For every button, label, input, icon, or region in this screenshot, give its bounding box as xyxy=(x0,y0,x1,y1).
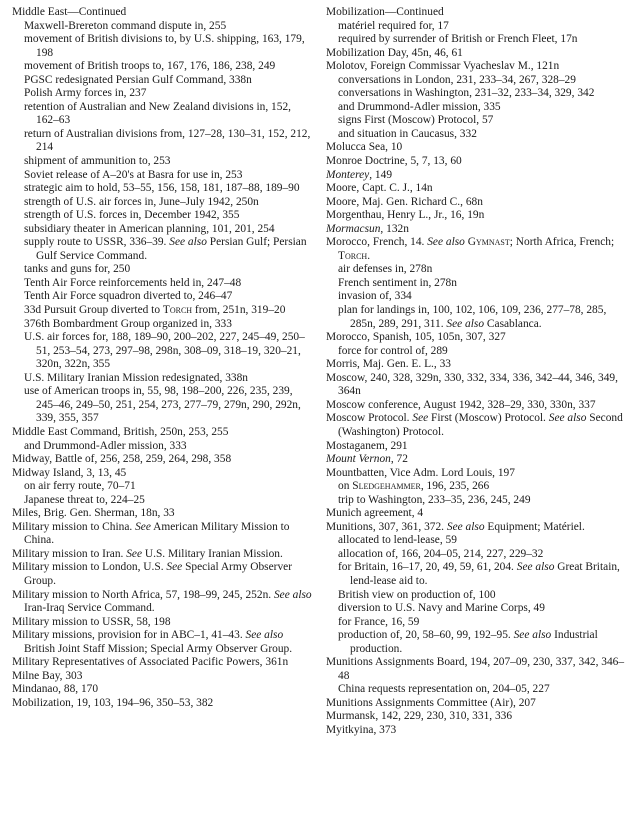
entry-text: Iran-Iraq Service Command. xyxy=(24,602,155,615)
entry-text: conversations in Washington, 231–32, 233–34, 329, 342 xyxy=(338,87,595,100)
index-subentry xyxy=(326,74,632,88)
index-subentry xyxy=(12,440,312,454)
entry-text: See xyxy=(412,412,429,425)
entry-text: China requests representation on, 204–05, 227 xyxy=(338,683,550,696)
index-entry xyxy=(326,169,632,183)
entry-text: See also xyxy=(513,629,552,642)
entry-text: Molotov, Foreign Commissar Vyacheslav M., 121n xyxy=(326,60,560,73)
index-subentry xyxy=(12,74,312,88)
index-subentry xyxy=(12,196,312,210)
entry-text: ; North Africa, French; xyxy=(509,236,615,249)
index-entry xyxy=(326,399,632,413)
entry-text: Middle East Command, British, 250n, 253, 255 xyxy=(12,425,229,438)
entry-text: U.S. air forces for, 188, 189–90, 200–202, 227, 245–49, 250–51, 253–54, 273, 297–98, 298n, 308–09, 318–19, 320–21, 320n, 322n, 355 xyxy=(24,331,305,371)
index-entry xyxy=(326,412,632,439)
entry-text: Soviet release of A–20's at Basra for use in, 253 xyxy=(24,168,243,181)
index-entry xyxy=(326,453,632,467)
index-subentry xyxy=(326,683,632,697)
entry-text: See also xyxy=(548,412,587,425)
entry-text: Tenth Air Force squadron diverted to, 246–47 xyxy=(24,290,233,303)
entry-text: Military missions, provision for in ABC–1, 41–43. xyxy=(12,629,246,642)
entry-text: Mostaganem, 291 xyxy=(326,439,408,452)
entry-text: PGSC redesignated Persian Gulf Command, 338n xyxy=(24,73,252,86)
entry-text: strength of U.S. forces in, December 1942, 355 xyxy=(24,209,240,222)
entry-text: for France, 16, 59 xyxy=(338,615,420,628)
index-subentry xyxy=(12,236,312,263)
entry-text: subsidiary theater in American planning, 101, 201, 254 xyxy=(24,222,275,235)
entry-text: Moscow Protocol. xyxy=(326,412,413,425)
entry-text: Murmansk, 142, 229, 230, 310, 331, 336 xyxy=(326,710,513,723)
entry-text: conversations in London, 231, 233–34, 267, 328–29 xyxy=(338,73,576,86)
index-entry xyxy=(12,453,312,467)
entry-text: U.S. Military Iranian Mission. xyxy=(142,547,283,560)
index-entry xyxy=(326,724,632,738)
entry-text: Second (Washington) Protocol. xyxy=(338,412,623,438)
index-subentry xyxy=(12,223,312,237)
entry-text: Moscow conference, August 1942, 328–29, 330, 330n, 337 xyxy=(326,398,596,411)
entry-text: British view on production of, 100 xyxy=(338,588,496,601)
entry-text: allocation of, 166, 204–05, 214, 227, 229–32 xyxy=(338,547,544,560)
index-entry xyxy=(12,683,312,697)
index-subentry xyxy=(326,87,632,101)
index-subentry xyxy=(12,263,312,277)
entry-text: See xyxy=(166,561,183,574)
index-subentry xyxy=(326,494,632,508)
index-subentry xyxy=(326,480,632,494)
entry-text: plan for landings in, 100, 102, 106, 109, 236, 277–78, 285, 285n, 289, 291, 311. xyxy=(338,304,607,330)
index-entry xyxy=(326,372,632,399)
index-subentry xyxy=(12,331,312,372)
entry-text: Mobilization—Continued xyxy=(326,6,444,18)
index-subentry xyxy=(12,33,312,60)
entry-text: signs First (Moscow) Protocol, 57 xyxy=(338,114,494,127)
index-entry xyxy=(326,467,632,481)
index-entry xyxy=(12,629,312,656)
entry-text: Casablanca. xyxy=(484,317,542,330)
entry-text: Polish Army forces in, 237 xyxy=(24,87,147,100)
entry-text: force for control of, 289 xyxy=(338,344,448,357)
entry-text: , 196, 235, 266 xyxy=(420,480,490,493)
index-entry xyxy=(12,6,312,20)
index-subentry xyxy=(326,114,632,128)
index-column-right xyxy=(326,6,632,826)
entry-text: use of American troops in, 55, 98, 198–200, 226, 235, 239, 245–46, 249–50, 251, 254, 273, 277–79, 279n, 290, 292n, 339, 355, 357 xyxy=(24,385,301,425)
entry-text: Sledgehammer xyxy=(352,480,421,493)
entry-text: See also xyxy=(516,561,555,574)
index-subentry xyxy=(12,372,312,386)
index-entry xyxy=(326,60,632,74)
index-subentry xyxy=(12,60,312,74)
index-subentry xyxy=(12,290,312,304)
index-entry xyxy=(326,697,632,711)
entry-text: , 72 xyxy=(390,453,408,466)
entry-text: Torch xyxy=(162,304,193,317)
index-entry xyxy=(326,236,632,263)
entry-text: Monroe Doctrine, 5, 7, 13, 60 xyxy=(326,155,462,168)
index-entry xyxy=(326,47,632,61)
index-subentry xyxy=(12,385,312,426)
entry-text: Molucca Sea, 10 xyxy=(326,141,403,154)
entry-text: Morocco, French, 14. xyxy=(326,236,428,249)
index-subentry xyxy=(326,616,632,630)
index-entry xyxy=(326,507,632,521)
index-entry xyxy=(12,521,312,548)
entry-text: and Drummond-Adler mission, 335 xyxy=(338,100,501,113)
entry-text: Morgenthau, Henry L., Jr., 16, 19n xyxy=(326,209,485,222)
entry-text: diversion to U.S. Navy and Marine Corps, 49 xyxy=(338,602,545,615)
entry-text: for Britain, 16–17, 20, 49, 59, 61, 204. xyxy=(338,561,517,574)
entry-text: Moore, Capt. C. J., 14n xyxy=(326,182,433,195)
entry-text: required by surrender of British or French Fleet, 17n xyxy=(338,33,578,46)
entry-text: strategic aim to hold, 53–55, 156, 158, 181, 187–88, 189–90 xyxy=(24,182,300,195)
index-entry xyxy=(12,589,312,616)
index-subentry xyxy=(12,277,312,291)
entry-text: , 149 xyxy=(369,168,393,181)
index-subentry xyxy=(326,534,632,548)
entry-text: French sentiment in, 278n xyxy=(338,276,457,289)
entry-text: Mobilization, 19, 103, 194–96, 350–53, 382 xyxy=(12,696,214,709)
index-entry xyxy=(12,561,312,588)
index-subentry xyxy=(12,20,312,34)
index-subentry xyxy=(12,182,312,196)
index-entry xyxy=(326,440,632,454)
index-entry xyxy=(326,196,632,210)
index-column-left xyxy=(12,6,312,826)
entry-text: Morocco, Spanish, 105, 105n, 307, 327 xyxy=(326,331,506,344)
entry-text: Moscow, 240, 328, 329n, 330, 332, 334, 336, 342–44, 346, 349, 364n xyxy=(326,371,618,398)
entry-text: Gymnast xyxy=(467,236,510,249)
entry-text: Milne Bay, 303 xyxy=(12,669,83,682)
entry-text: supply route to USSR, 336–39. xyxy=(24,236,170,249)
entry-text: First (Moscow) Protocol. xyxy=(428,412,549,425)
entry-text: 376th Bombardment Group organized in, 333 xyxy=(24,317,232,330)
index-entry xyxy=(326,656,632,683)
entry-text: Equipment; Matériel. xyxy=(484,520,585,533)
entry-text: Midway Island, 3, 13, 45 xyxy=(12,466,127,479)
entry-text: See also xyxy=(273,588,312,601)
index-subentry xyxy=(326,561,632,588)
index-subentry xyxy=(12,494,312,508)
index-entry xyxy=(326,155,632,169)
entry-text: Military mission to London, U.S. xyxy=(12,561,167,574)
index-entry xyxy=(326,141,632,155)
entry-text: matériel required for, 17 xyxy=(338,19,449,32)
entry-text: Mindanao, 88, 170 xyxy=(12,683,99,696)
entry-text: Morris, Maj. Gen. E. L., 33 xyxy=(326,358,451,371)
entry-text: Middle East—Continued xyxy=(12,6,127,18)
entry-text: Munich agreement, 4 xyxy=(326,507,424,520)
entry-text: strength of U.S. air forces in, June–July 1942, 250n xyxy=(24,195,259,208)
entry-text: and Drummond-Adler mission, 333 xyxy=(24,439,187,452)
index-entry xyxy=(326,358,632,372)
index-subentry xyxy=(12,101,312,128)
entry-text: Military mission to North Africa, 57, 198–99, 245, 252n. xyxy=(12,588,274,601)
index-subentry xyxy=(12,87,312,101)
index-subentry xyxy=(326,345,632,359)
entry-text: and situation in Caucasus, 332 xyxy=(338,127,477,140)
entry-text: retention of Australian and New Zealand divisions in, 152, 162–63 xyxy=(24,100,291,127)
index-subentry xyxy=(326,304,632,331)
entry-text: 33d Pursuit Group diverted to xyxy=(24,304,163,317)
index-subentry xyxy=(326,128,632,142)
index-subentry xyxy=(326,277,632,291)
entry-text: Munitions Assignments Board, 194, 207–09, 230, 337, 342, 346–48 xyxy=(326,656,625,682)
entry-text: British Joint Staff Mission; Special Army Observer Group. xyxy=(24,642,293,655)
index-subentry xyxy=(326,101,632,115)
index-entry xyxy=(326,710,632,724)
entry-text: Persian Gulf; Persian Gulf Service Command. xyxy=(36,236,307,262)
entry-text: U.S. Military Iranian Mission redesignated, 338n xyxy=(24,371,248,384)
entry-text: tanks and guns for, 250 xyxy=(24,263,131,276)
entry-text: Military Representatives of Associated Pacific Powers, 361n xyxy=(12,656,289,669)
index-entry xyxy=(12,426,312,440)
entry-text: Miles, Brig. Gen. Sherman, 18n, 33 xyxy=(12,507,175,520)
index-subentry xyxy=(12,155,312,169)
index-subentry xyxy=(326,602,632,616)
index-entry xyxy=(12,507,312,521)
entry-text: movement of British troops to, 167, 176, 186, 238, 249 xyxy=(24,60,276,73)
index-subentry xyxy=(326,33,632,47)
entry-text: Munitions Assignments Committee (Air), 207 xyxy=(326,696,536,709)
index-entry xyxy=(12,548,312,562)
index-subentry xyxy=(326,20,632,34)
index-entry xyxy=(326,182,632,196)
entry-text: on xyxy=(338,480,353,493)
index-entry xyxy=(326,6,632,20)
entry-text: See xyxy=(126,547,143,560)
entry-text: from, 251n, 319–20 xyxy=(192,304,286,317)
index-entry xyxy=(12,656,312,670)
entry-text: Mobilization Day, 45n, 46, 61 xyxy=(326,46,463,59)
entry-text: movement of British divisions to, by U.S. shipping, 163, 179, 198 xyxy=(24,33,305,59)
entry-text: Great Britain, lend-lease aid to. xyxy=(350,561,620,587)
index-subentry xyxy=(326,629,632,656)
entry-text: , 132n xyxy=(380,222,409,235)
index-subentry xyxy=(12,318,312,332)
index-entry xyxy=(12,670,312,684)
entry-text: Military mission to USSR, 58, 198 xyxy=(12,615,171,628)
entry-text: production of, 20, 58–60, 99, 192–95. xyxy=(338,629,514,642)
entry-text: Moore, Maj. Gen. Richard C., 68n xyxy=(326,195,483,208)
entry-text: Monterey xyxy=(326,168,370,181)
entry-text: Japanese threat to, 224–25 xyxy=(24,493,145,506)
entry-text: Midway, Battle of, 256, 258, 259, 264, 298, 358 xyxy=(12,453,232,466)
entry-text: See xyxy=(135,520,151,533)
index-subentry xyxy=(326,290,632,304)
index-subentry xyxy=(12,480,312,494)
entry-text: See also xyxy=(446,317,485,330)
entry-text: . xyxy=(367,249,371,262)
index-entry xyxy=(326,223,632,237)
entry-text: See also xyxy=(169,236,207,249)
entry-text: Tenth Air Force reinforcements held in, 247–48 xyxy=(24,276,242,289)
entry-text: air defenses in, 278n xyxy=(338,263,433,276)
index-entry xyxy=(12,616,312,630)
index-subentry xyxy=(326,263,632,277)
entry-text: Munitions, 307, 361, 372. xyxy=(326,520,447,533)
entry-text: trip to Washington, 233–35, 236, 245, 249 xyxy=(338,493,531,506)
entry-text: Special Army Observer Group. xyxy=(24,561,292,587)
entry-text: See also xyxy=(245,629,284,642)
entry-text: invasion of, 334 xyxy=(338,290,412,303)
entry-text: allocated to lend-lease, 59 xyxy=(338,534,457,547)
entry-text: return of Australian divisions from, 127–28, 130–31, 152, 212, 214 xyxy=(24,127,311,154)
entry-text: Mormacsun xyxy=(326,222,381,235)
entry-text: Military mission to China. xyxy=(12,520,136,533)
entry-text: shipment of ammunition to, 253 xyxy=(24,155,171,168)
entry-text: Myitkyina, 373 xyxy=(326,723,397,736)
index-entry xyxy=(326,521,632,535)
index-subentry xyxy=(12,304,312,318)
index-subentry xyxy=(12,169,312,183)
entry-text: See also xyxy=(427,236,465,249)
index-subentry xyxy=(326,589,632,603)
entry-text: on air ferry route, 70–71 xyxy=(24,480,136,493)
entry-text: See also xyxy=(446,520,485,533)
entry-text: Industrial production. xyxy=(350,629,598,655)
entry-text: Military mission to Iran. xyxy=(12,547,127,560)
index-subentry xyxy=(326,548,632,562)
entry-text: Mount Vernon xyxy=(326,453,391,466)
entry-text: Torch xyxy=(338,249,368,262)
index-subentry xyxy=(12,209,312,223)
entry-text: American Military Mission to China. xyxy=(24,520,290,547)
index-entry xyxy=(326,209,632,223)
index-entry xyxy=(12,697,312,711)
index-entry xyxy=(326,331,632,345)
entry-text: Mountbatten, Vice Adm. Lord Louis, 197 xyxy=(326,466,515,479)
index-entry xyxy=(12,467,312,481)
entry-text: Maxwell-Brereton command dispute in, 255 xyxy=(24,19,227,32)
index-subentry xyxy=(12,128,312,155)
